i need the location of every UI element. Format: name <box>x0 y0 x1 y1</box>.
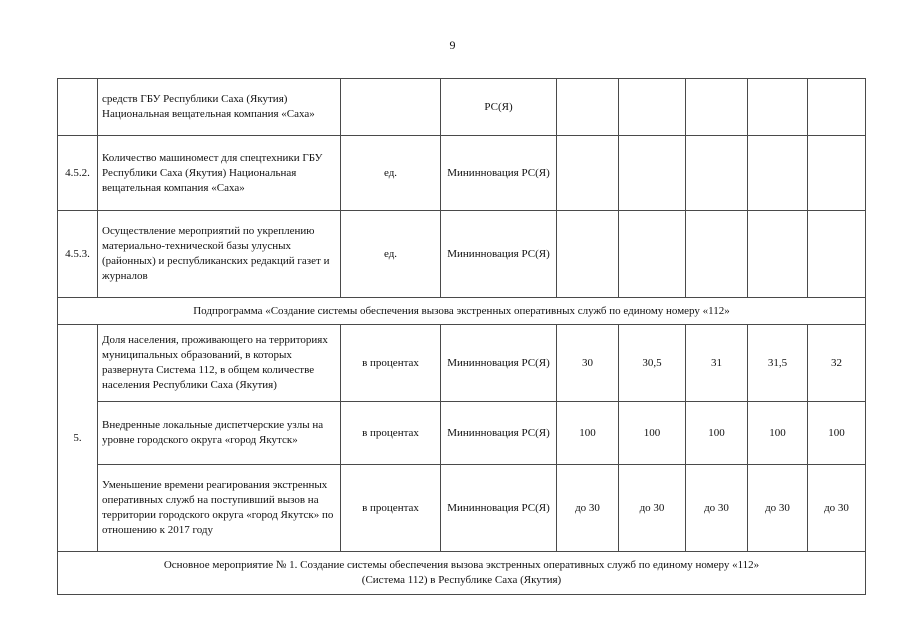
value-cell <box>748 136 808 211</box>
subprogram-row <box>58 298 866 325</box>
value-cell <box>619 136 686 211</box>
table-row <box>58 136 866 211</box>
table-row <box>58 211 866 298</box>
executor-cell: Мининновация РС(Я) <box>441 465 557 552</box>
executor-cell: Мининновация РС(Я) <box>441 211 557 298</box>
page-number: 9 <box>449 38 456 52</box>
table-row <box>58 79 866 136</box>
table-row <box>58 465 866 552</box>
value-cell <box>686 211 748 298</box>
unit-cell: ед. <box>341 136 441 211</box>
value-cell <box>808 136 866 211</box>
value-cell <box>686 79 748 136</box>
indicator-name: средств ГБУ Республики Саха (Якутия) Национальная вещательная компания «Саха» <box>98 79 341 136</box>
value-cell: 100 <box>686 402 748 465</box>
table-row <box>58 325 866 402</box>
value-cell: 30,5 <box>619 325 686 402</box>
indicator-name: Внедренные локальные диспетчерские узлы на уровне городского округа «город Якутск» <box>98 402 341 465</box>
row-number: 5. <box>58 325 98 552</box>
value-cell: 100 <box>748 402 808 465</box>
value-cell <box>557 79 619 136</box>
row-number: 4.5.2. <box>58 136 98 211</box>
indicator-name: Доля населения, проживающего на территориях муниципальных образований, в которых развернута Система 112, в общем количестве населения Республики Саха (Якутия) <box>98 325 341 402</box>
subprogram-title: Подпрограмма «Создание системы обеспечения вызова экстренных оперативных служб по единому номеру «112» <box>58 298 866 325</box>
value-cell <box>808 79 866 136</box>
value-cell: до 30 <box>808 465 866 552</box>
executor-cell: Мининновация РС(Я) <box>441 402 557 465</box>
value-cell: до 30 <box>619 465 686 552</box>
executor-cell: Мининновация РС(Я) <box>441 325 557 402</box>
value-cell: 31,5 <box>748 325 808 402</box>
value-cell: 32 <box>808 325 866 402</box>
unit-cell: в процентах <box>341 465 441 552</box>
value-cell <box>686 136 748 211</box>
value-cell <box>748 211 808 298</box>
value-cell: 100 <box>808 402 866 465</box>
executor-cell: Мининновация РС(Я) <box>441 136 557 211</box>
value-cell <box>808 211 866 298</box>
main-event-row <box>58 552 866 595</box>
value-cell: 31 <box>686 325 748 402</box>
row-number: 4.5.3. <box>58 211 98 298</box>
value-cell <box>619 211 686 298</box>
value-cell <box>557 136 619 211</box>
value-cell <box>619 79 686 136</box>
unit-cell: в процентах <box>341 325 441 402</box>
row-number <box>58 79 98 136</box>
main-event-line: Основное мероприятие № 1. Создание системы обеспечения вызова экстренных оперативных служб по единому номеру «112» <box>163 559 760 571</box>
value-cell: 100 <box>557 402 619 465</box>
indicator-name: Уменьшение времени реагирования экстренных оперативных служб на поступивший вызов на территории городского округа «город Якутск» по отношению к 2017 году <box>98 465 341 552</box>
value-cell <box>748 79 808 136</box>
value-cell: до 30 <box>686 465 748 552</box>
table-row <box>58 402 866 465</box>
value-cell <box>557 211 619 298</box>
value-cell: 30 <box>557 325 619 402</box>
executor-cell: РС(Я) <box>441 79 557 136</box>
indicator-name: Количество машиномест для спецтехники ГБУ Республики Саха (Якутия) Национальная вещательная компания «Саха» <box>98 136 341 211</box>
value-cell: 100 <box>619 402 686 465</box>
unit-cell: ед. <box>341 211 441 298</box>
main-event-line: (Система 112) в Республике Саха (Якутия) <box>361 574 562 586</box>
value-cell: до 30 <box>557 465 619 552</box>
unit-cell <box>341 79 441 136</box>
indicators-table <box>57 78 866 595</box>
indicator-name: Осуществление мероприятий по укреплению материально-технической базы улусных (районных) и республиканских редакций газет и журналов <box>98 211 341 298</box>
main-event-title <box>58 552 866 595</box>
value-cell: до 30 <box>748 465 808 552</box>
unit-cell: в процентах <box>341 402 441 465</box>
